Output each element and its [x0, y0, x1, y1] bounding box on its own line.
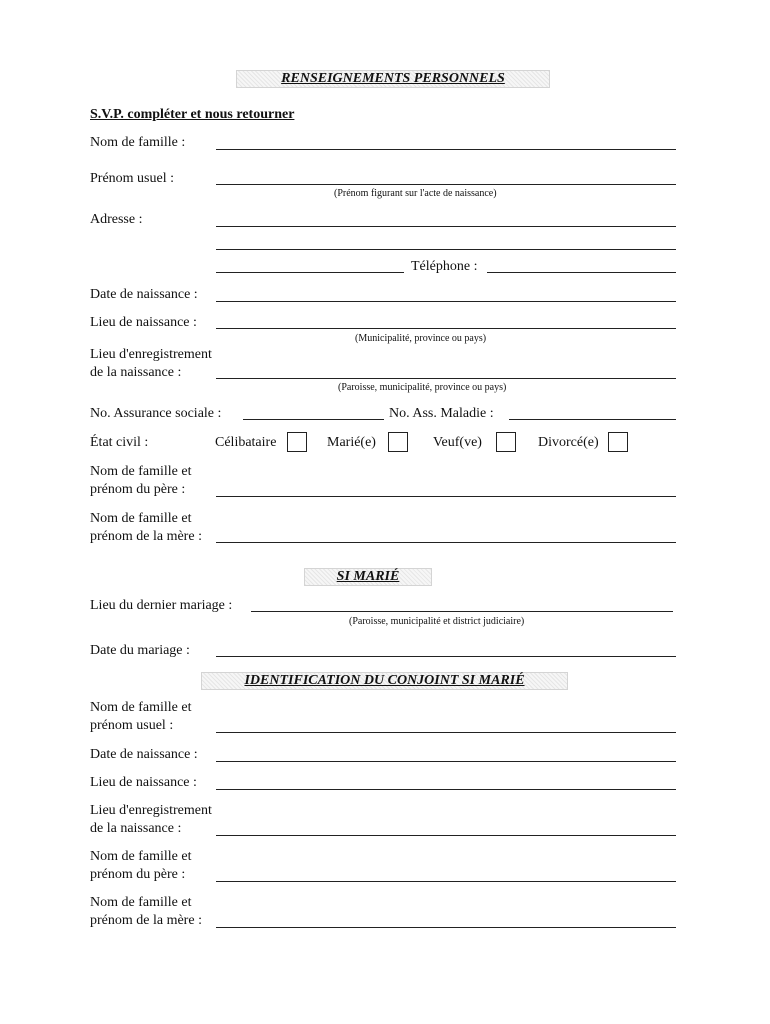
label-conjoint-mere-1: Nom de famille et: [90, 895, 192, 910]
option-celibataire-label: Célibataire: [215, 435, 277, 450]
option-divorce-label: Divorcé(e): [538, 435, 599, 450]
checkbox-marie[interactable]: [388, 432, 408, 452]
field-nom-famille[interactable]: [216, 149, 676, 150]
field-conjoint-pere[interactable]: [216, 881, 676, 882]
label-mere-1: Nom de famille et: [90, 511, 192, 526]
field-nas[interactable]: [243, 419, 384, 420]
label-conjoint-lieu-naissance: Lieu de naissance :: [90, 775, 197, 790]
checkbox-divorce[interactable]: [608, 432, 628, 452]
section-title-personal: RENSEIGNEMENTS PERSONNELS: [281, 71, 505, 86]
label-mere-2: prénom de la mère :: [90, 529, 202, 544]
label-conjoint-lieu-enreg-2: de la naissance :: [90, 821, 182, 836]
label-etat-civil: État civil :: [90, 435, 149, 450]
label-conjoint-nom-1: Nom de famille et: [90, 700, 192, 715]
note-lieu-enregistrement: (Paroisse, municipalité, province ou pays): [338, 382, 507, 393]
field-pere[interactable]: [216, 496, 676, 497]
field-telephone[interactable]: [487, 272, 676, 273]
field-adresse-1[interactable]: [216, 226, 676, 227]
label-nas: No. Assurance sociale :: [90, 406, 222, 421]
label-lieu-mariage: Lieu du dernier mariage :: [90, 598, 233, 613]
label-date-naissance: Date de naissance :: [90, 287, 198, 302]
label-lieu-enregistrement-2: de la naissance :: [90, 365, 182, 380]
checkbox-veuf[interactable]: [496, 432, 516, 452]
label-conjoint-pere-2: prénom du père :: [90, 867, 186, 882]
note-lieu-mariage: (Paroisse, municipalité et district judiciaire): [349, 616, 525, 627]
label-telephone: Téléphone :: [411, 259, 478, 274]
label-nom-famille: Nom de famille :: [90, 135, 186, 150]
label-pere-2: prénom du père :: [90, 482, 186, 497]
field-conjoint-mere[interactable]: [216, 927, 676, 928]
field-adresse-3[interactable]: [216, 272, 404, 273]
label-pere-1: Nom de famille et: [90, 464, 192, 479]
instruction-text: S.V.P. compléter et nous retourner: [90, 107, 295, 122]
field-conjoint-date-naissance[interactable]: [216, 761, 676, 762]
option-veuf-label: Veuf(ve): [433, 435, 482, 450]
label-prenom-usuel: Prénom usuel :: [90, 171, 174, 186]
label-nam: No. Ass. Maladie :: [389, 406, 494, 421]
label-adresse: Adresse :: [90, 212, 143, 227]
field-lieu-enregistrement[interactable]: [216, 378, 676, 379]
field-nam[interactable]: [509, 419, 676, 420]
label-conjoint-mere-2: prénom de la mère :: [90, 913, 202, 928]
label-conjoint-pere-1: Nom de famille et: [90, 849, 192, 864]
field-date-mariage[interactable]: [216, 656, 676, 657]
section-title-spouse: IDENTIFICATION DU CONJOINT SI MARIÉ: [244, 673, 525, 688]
note-lieu-naissance: (Municipalité, province ou pays): [355, 333, 487, 344]
field-mere[interactable]: [216, 542, 676, 543]
label-date-mariage: Date du mariage :: [90, 643, 190, 658]
label-lieu-enregistrement-1: Lieu d'enregistrement: [90, 347, 212, 362]
checkbox-celibataire[interactable]: [287, 432, 307, 452]
field-date-naissance[interactable]: [216, 301, 676, 302]
field-adresse-2[interactable]: [216, 249, 676, 250]
note-prenom: (Prénom figurant sur l'acte de naissance): [334, 188, 497, 199]
field-lieu-naissance[interactable]: [216, 328, 676, 329]
field-conjoint-nom[interactable]: [216, 732, 676, 733]
field-prenom-usuel[interactable]: [216, 184, 676, 185]
label-conjoint-date-naissance: Date de naissance :: [90, 747, 198, 762]
field-conjoint-lieu-enreg[interactable]: [216, 835, 676, 836]
section-title-married: SI MARIÉ: [336, 569, 400, 584]
label-conjoint-nom-2: prénom usuel :: [90, 718, 174, 733]
option-marie-label: Marié(e): [327, 435, 376, 450]
label-conjoint-lieu-enreg-1: Lieu d'enregistrement: [90, 803, 212, 818]
label-lieu-naissance: Lieu de naissance :: [90, 315, 197, 330]
field-lieu-mariage[interactable]: [251, 611, 673, 612]
field-conjoint-lieu-naissance[interactable]: [216, 789, 676, 790]
